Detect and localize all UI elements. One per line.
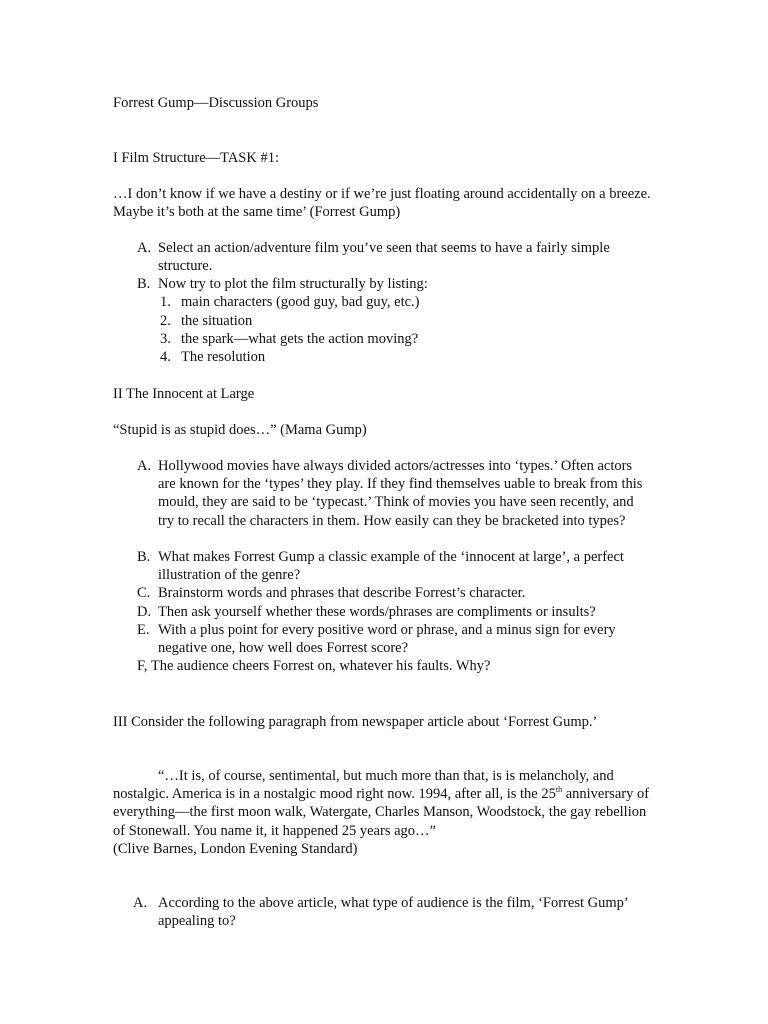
list-label: B. — [137, 549, 151, 565]
section-3-heading: III Consider the following paragraph from newspaper article about ‘Forrest Gump.’ — [113, 714, 598, 730]
list-label: C. — [137, 585, 151, 601]
section-1-quote: …I don’t know if we have a destiny or if we’re just floating around accidentally on a breeze. Maybe it’s both at the same time’ (Forrest Gump) — [113, 186, 651, 221]
sublist-label: 2. — [160, 313, 171, 329]
list-text: Then ask yourself whether these words/phrases are compliments or insults? — [158, 604, 596, 620]
list-item-f: F, The audience cheers Forrest on, whatever his faults. Why? — [137, 658, 491, 674]
list-label: A. — [137, 458, 152, 474]
sublist-item-3 — [160, 330, 560, 348]
list-text: What makes Forrest Gump a classic example of the ‘innocent at large’, a perfect illustration of the genre? — [158, 549, 624, 584]
sublist-item-1 — [160, 293, 560, 311]
list-item-b — [137, 548, 647, 584]
list-item-e — [137, 621, 647, 657]
list-label: A. — [133, 895, 148, 911]
sublist-text: The resolution — [181, 349, 266, 365]
document-title: Forrest Gump—Discussion Groups — [113, 95, 319, 111]
list-label: E. — [137, 622, 150, 638]
list-label: D. — [137, 604, 152, 620]
list-text: Select an action/adventure film you’ve seen that seems to have a fairly simple structure. — [158, 240, 610, 275]
quote-attribution: (Clive Barnes, London Evening Standard) — [113, 841, 358, 857]
sublist-text: the spark—what gets the action moving? — [181, 331, 419, 347]
list-item-a — [137, 239, 637, 275]
list-item-d — [137, 603, 667, 621]
list-item-a — [133, 894, 633, 930]
list-text: Now try to plot the film structurally by listing: — [158, 276, 428, 292]
sublist-item-4 — [160, 348, 560, 366]
list-item-b — [137, 275, 637, 293]
list-item-a — [137, 457, 647, 530]
section-2-quote: “Stupid is as stupid does…” (Mama Gump) — [113, 422, 367, 438]
ordinal-superscript: th — [555, 785, 563, 795]
list-item-c — [137, 584, 647, 602]
sublist-label: 1. — [160, 294, 171, 310]
list-label: A. — [137, 240, 152, 256]
quote-text-part-2: anniversary of everything—the first moon walk, Watergate, Charles Manson, Woodstock, the gay rebellion of Stonewall. You name it, it happened 25 years ago…” — [113, 786, 650, 839]
list-text: Brainstorm words and phrases that describe Forrest’s character. — [158, 585, 526, 601]
sublist-text: the situation — [181, 313, 253, 329]
sublist-item-2 — [160, 312, 560, 330]
list-text: Hollywood movies have always divided actors/actresses into ‘types.’ Often actors are known for the ‘types’ they play. If they find themselves uable to break from this mould, they are said to be ‘typecast.’ Think of movies you have seen recently, and try to recall the characters in them. How easily can they be bracketed into types? — [158, 458, 643, 529]
list-label: B. — [137, 276, 151, 292]
quote-text-part-1: “…It is, of course, sentimental, but much more than that, is is melancholy, and nostalgic. America is in a nostalgic mood right now. 1994, after all, is the 25 — [113, 768, 614, 803]
newspaper-quote — [113, 767, 658, 840]
list-text: According to the above article, what type of audience is the film, ‘Forrest Gump’ appealing to? — [158, 895, 628, 930]
sublist-label: 3. — [160, 331, 171, 347]
section-1-heading: I Film Structure—TASK #1: — [113, 150, 279, 166]
list-text: With a plus point for every positive word or phrase, and a minus sign for every negative one, how well does Forrest score? — [158, 622, 616, 657]
section-2-heading: II The Innocent at Large — [113, 386, 255, 402]
sublist-label: 4. — [160, 349, 171, 365]
sublist-text: main characters (good guy, bad guy, etc.) — [181, 294, 420, 310]
